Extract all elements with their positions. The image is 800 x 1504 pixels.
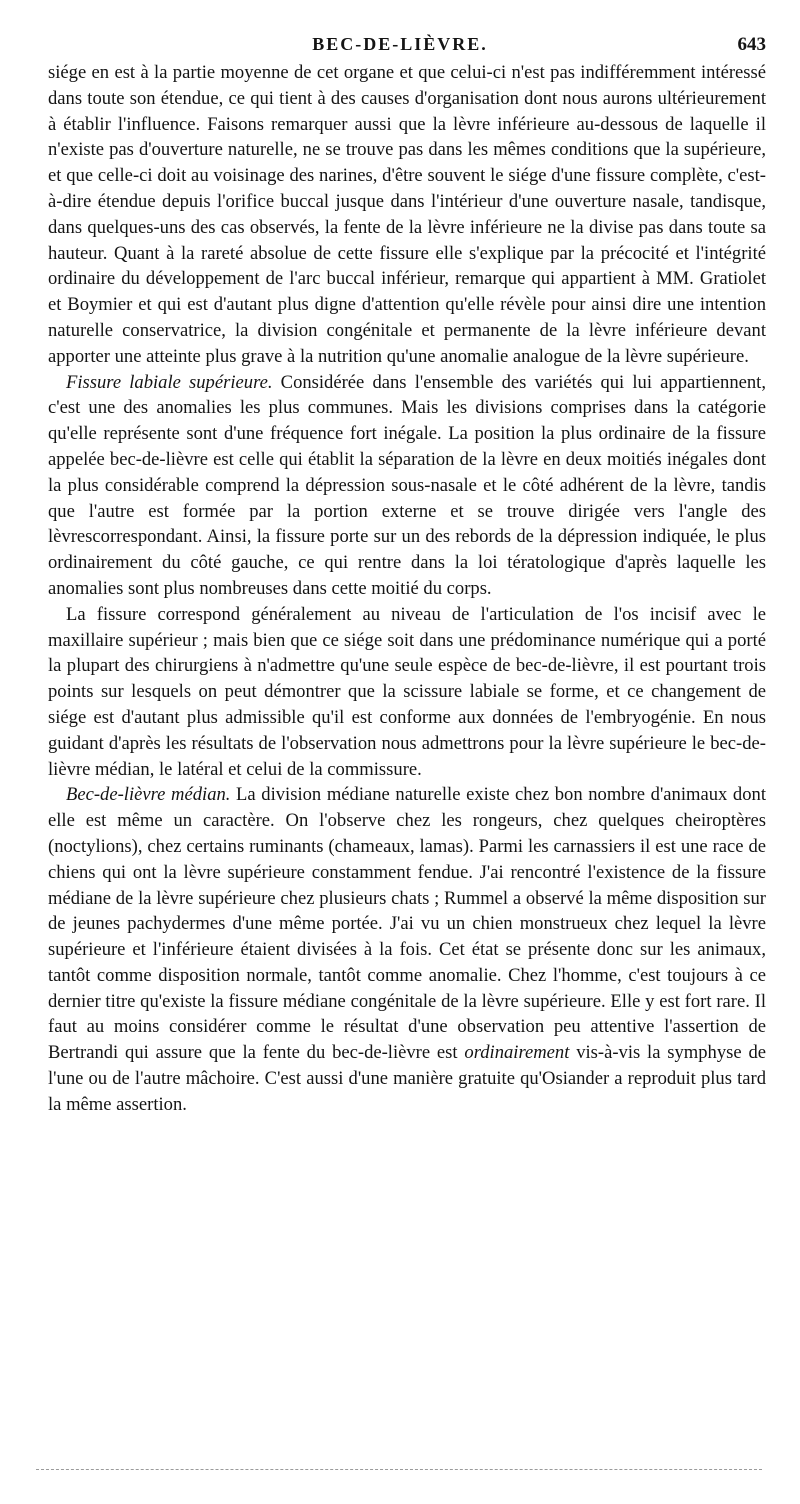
paragraph-fissure-labiale — [48, 370, 766, 602]
paragraph-bec-de-lievre-median — [48, 782, 766, 1117]
running-title: BEC-DE-LIÈVRE. — [312, 34, 488, 54]
body-text — [48, 60, 766, 1118]
page-number: 643 — [737, 34, 766, 55]
paragraph-text: vis-à-vis la symphyse de l'une ou de l'autre mâchoire. C'est aussi d'une manière gratuite qu'Osiander a reproduit plus tard la même assertion. — [48, 1042, 766, 1115]
paragraph-text: Considérée dans l'ensemble des variétés qui lui appartiennent, c'est une des anomalies les plus communes. Mais les divisions comprises dans la catégorie qu'elle représente sont d'une fréquence fort inégale. La position la plus ordinaire de la fissure appelée bec-de-lièvre est celle qui établit la séparation de la lèvre en deux moitiés inégales dont la plus considérable comprend la dépression sous-nasale et le côté adhérent de la lèvre, tandis que l'autre est formée par la portion externe et se trouve dirigée vers l'angle des lèvrescorrespondant. Ainsi, la fissure porte sur un des rebords de la dépression indiquée, le plus ordinairement du côté gauche, ce qui rentre dans la loi tératologique d'après laquelle les anomalies sont plus nombreuses dans cette moitié du corps. — [48, 371, 766, 599]
paragraph-text: La fissure correspond généralement au niveau de l'articulation de l'os incisif avec le maxillaire supérieur ; mais bien que ce siége soit dans une prédominance numérique qui a porté la plupart des chirurgiens à n'admettre qu'une seule espèce de bec-de-lièvre, il est pourtant trois points sur lesquels on peut démontrer que la scissure labiale se forme, et ce changement de siége est d'autant plus admissible qu'il est conforme aux données de l'embryogénie. En nous guidant d'après les résultats de l'observation nous admettrons pour la lèvre supérieure le bec-de-lièvre médian, le latéral et celui de la commissure. — [48, 603, 766, 780]
paragraph-continuation — [48, 60, 766, 370]
section-lead: Bec-de-lièvre médian. — [66, 784, 231, 806]
paragraph-text: La division médiane naturelle existe chez bon nombre d'animaux dont elle est même un caractère. On l'observe chez les rongeurs, chez quelques cheiroptères (noctylions), chez certains ruminants (chameaux, lamas). Parmi les carnassiers il est une race de chiens qui ont la lèvre supérieure constamment fendue. J'ai rencontré l'existence de la fissure médiane de la lèvre supérieure chez plusieurs chats ; Rummel a observé la même disposition sur de jeunes pachydermes d'une même portée. J'ai vu un chien monstrueux chez lequel la lèvre supérieure et l'inférieure étaient divisées à la fois. Cet état se présente donc sur les animaux, tantôt comme disposition normale, tantôt comme anomalie. Chez l'homme, c'est toujours à ce dernier titre qu'existe la fissure médiane congénitale de la lèvre supérieure. Elle y est fort rare. Il faut au moins considérer comme le résultat d'une observation peu attentive l'assertion de Bertrandi qui assure que la fente du bec-de-lièvre est — [48, 784, 766, 1064]
emphasis-word: ordinairement — [464, 1042, 570, 1064]
page-header — [0, 30, 800, 60]
paragraph-text: siége en est à la partie moyenne de cet organe et que celui-ci n'est pas indifféremment intéressé dans toute son étendue, ce qui tient à des causes d'organisation dont nous aurons ultérieurement à établir l'influence. Faisons remarquer aussi que la lèvre inférieure au-dessous de laquelle il n'existe pas d'ouverture naturelle, ne se trouve pas dans les mêmes conditions que la supérieure, et que celle-ci doit au voisinage des narines, d'être souvent le siége d'une fissure complète, c'est-à-dire étendue depuis l'orifice buccal jusque dans l'intérieur d'une ouverture nasale, tandisque, dans quelques-uns des cas observés, la fente de la lèvre inférieure ne la divise pas dans toute sa hauteur. Quant à la rareté absolue de cette fissure elle s'explique par la précocité et l'intégrité ordinaire du développement de l'arc buccal inférieur, remarque qui appartient à MM. Gratiolet et Boymier et qui est d'autant plus digne d'attention qu'elle révèle pour ainsi dire une intention naturelle conservatrice, la division congénitale et permanente de la lèvre inférieure devant apporter une atteinte plus grave à la nutrition qu'une anomalie analogue de la lèvre supérieure. — [48, 62, 766, 367]
section-lead: Fissure labiale supérieure. — [66, 371, 273, 393]
paragraph-siege — [48, 602, 766, 783]
footer-rule — [36, 1469, 762, 1470]
